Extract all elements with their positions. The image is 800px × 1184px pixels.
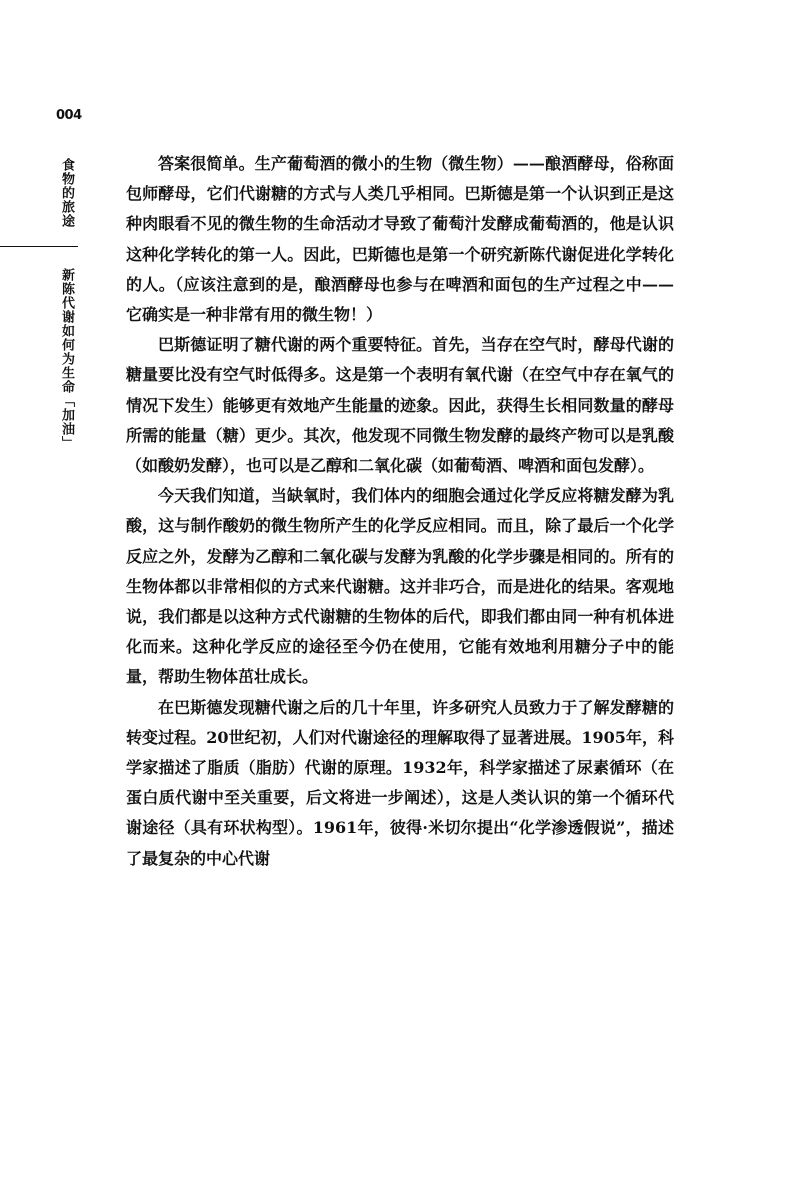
- paragraph: 今天我们知道，当缺氧时，我们体内的细胞会通过化学反应将糖发酵为乳酸，这与制作酸奶的微生物所产生的化学反应相同。而且，除了最后一个化学反应之外，发酵为乙醇和二氧化碳与发酵为乳酸的化学步骤是相同的。所有的生物体都以非常相似的方式来代谢糖。这并非巧合，而是进化的结果。客观地说，我们都是以这种方式代谢糖的生物体的后代，即我们都由同一种有机体进化而来。这种化学反应的途径至今仍在使用，它能有效地利用糖分子中的能量，帮助生物体茁壮成长。: [126, 486, 674, 687]
- chapter-title: 新陈代谢如何为生命「加油」: [59, 268, 74, 450]
- page-number: 004: [56, 108, 82, 123]
- paragraph: 在巴斯德发现糖代谢之后的几十年里，许多研究人员致力于了解发酵糖的转变过程。20世纪初，人们对代谢途径的理解取得了显著进展。1905年，科学家描述了脂质（脂肪）代谢的原理。1932年，科学家描述了尿素循环（在蛋白质代谢中至关重要，后文将进一步阐述），这是人类认识的第一个循环代谢途径（具有环状构型）。1961年，彼得·米切尔提出“化学渗透假说”，描述了最复杂的中心代谢: [126, 697, 674, 868]
- body-text: [126, 149, 674, 874]
- paragraph: 答案很简单。生产葡萄酒的微小的生物（微生物）——酿酒酵母，俗称面包师酵母，它们代谢糖的方式与人类几乎相同。巴斯德是第一个认识到正是这种肉眼看不见的微生物的生命活动才导致了葡萄汁发酵成葡萄酒的，他是认识这种化学转化的第一人。因此，巴斯德也是第一个研究新陈代谢促进化学转化的人。（应该注意到的是，酿酒酵母也参与在啤酒和面包的生产过程之中——它确实是一种非常有用的微生物！）: [126, 154, 674, 325]
- side-divider: [0, 246, 78, 247]
- paragraph: 巴斯德证明了糖代谢的两个重要特征。首先，当存在空气时，酵母代谢的糖量要比没有空气时低得多。这是第一个表明有氧代谢（在空气中存在氧气的情况下发生）能够更有效地产生能量的迹象。因此，获得生长相同数量的酵母所需的能量（糖）更少。其次，他发现不同微生物发酵的最终产物可以是乳酸（如酸奶发酵），也可以是乙醇和二氧化碳（如葡萄酒、啤酒和面包发酵）。: [126, 335, 674, 476]
- book-title: 食物的旅途: [59, 158, 74, 228]
